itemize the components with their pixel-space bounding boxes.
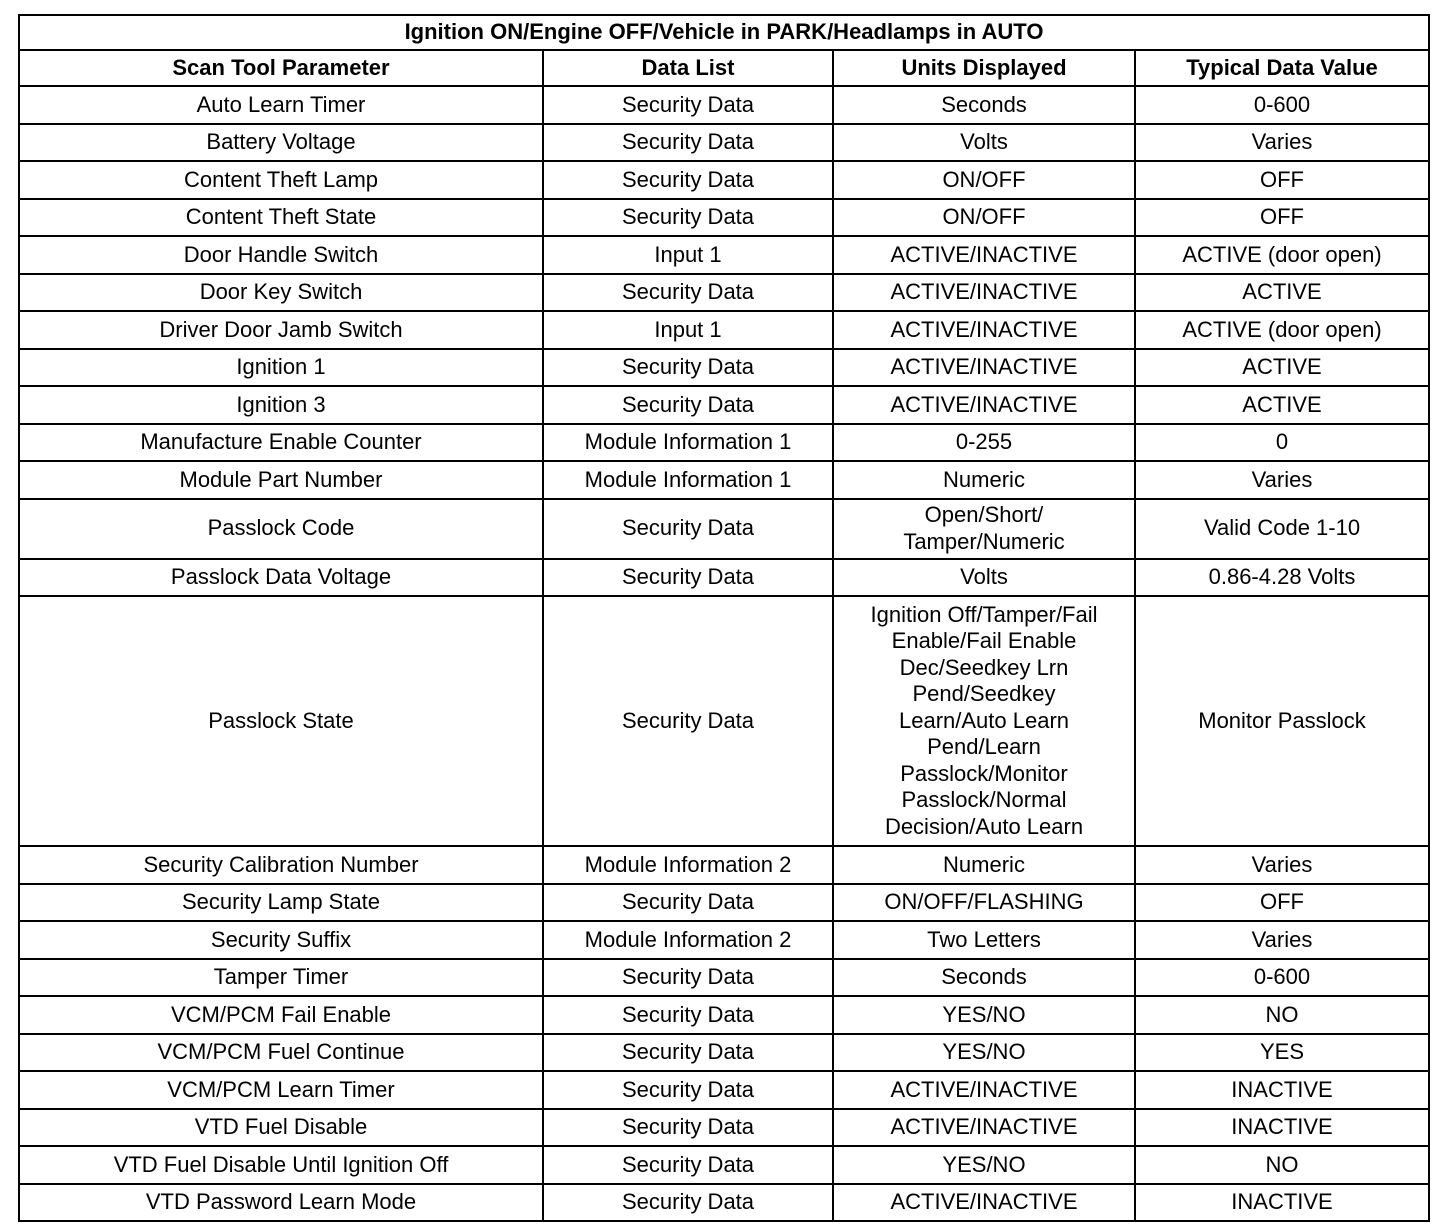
cell-typical-value: 0-600 — [1135, 959, 1429, 997]
cell-data-list: Module Information 1 — [543, 424, 833, 462]
cell-typical-value: Varies — [1135, 461, 1429, 499]
table-body — [19, 86, 1429, 1221]
cell-typical-value: OFF — [1135, 161, 1429, 199]
cell-typical-value: ACTIVE — [1135, 274, 1429, 312]
cell-units: ON/OFF/FLASHING — [833, 884, 1135, 922]
cell-parameter: VTD Fuel Disable Until Ignition Off — [19, 1146, 543, 1184]
table-row — [19, 349, 1429, 387]
table-row — [19, 161, 1429, 199]
cell-units: 0-255 — [833, 424, 1135, 462]
cell-data-list: Security Data — [543, 996, 833, 1034]
cell-units: YES/NO — [833, 1146, 1135, 1184]
cell-data-list: Input 1 — [543, 236, 833, 274]
cell-units: YES/NO — [833, 996, 1135, 1034]
table-row — [19, 559, 1429, 597]
cell-data-list: Module Information 1 — [543, 461, 833, 499]
cell-data-list: Security Data — [543, 349, 833, 387]
cell-parameter: VCM/PCM Learn Timer — [19, 1071, 543, 1109]
cell-parameter: Passlock Code — [19, 499, 543, 559]
cell-data-list: Security Data — [543, 1034, 833, 1072]
cell-units: Seconds — [833, 959, 1135, 997]
cell-typical-value: NO — [1135, 996, 1429, 1034]
cell-units: ON/OFF — [833, 199, 1135, 237]
cell-units: ACTIVE/INACTIVE — [833, 274, 1135, 312]
column-header-parameter: Scan Tool Parameter — [19, 50, 543, 86]
cell-data-list: Security Data — [543, 199, 833, 237]
cell-data-list: Security Data — [543, 1146, 833, 1184]
table-row — [19, 996, 1429, 1034]
cell-units: ACTIVE/INACTIVE — [833, 236, 1135, 274]
cell-parameter: Driver Door Jamb Switch — [19, 311, 543, 349]
cell-typical-value: ACTIVE (door open) — [1135, 236, 1429, 274]
cell-units: ACTIVE/INACTIVE — [833, 386, 1135, 424]
cell-data-list: Security Data — [543, 596, 833, 846]
cell-data-list: Security Data — [543, 1109, 833, 1147]
table-row — [19, 1146, 1429, 1184]
table-caption: Ignition ON/Engine OFF/Vehicle in PARK/Headlamps in AUTO — [19, 15, 1429, 50]
cell-parameter: Module Part Number — [19, 461, 543, 499]
table-row — [19, 596, 1429, 846]
cell-units: ACTIVE/INACTIVE — [833, 1109, 1135, 1147]
cell-typical-value: ACTIVE — [1135, 349, 1429, 387]
cell-typical-value: 0.86-4.28 Volts — [1135, 559, 1429, 597]
cell-typical-value: OFF — [1135, 199, 1429, 237]
cell-data-list: Security Data — [543, 884, 833, 922]
cell-parameter: Manufacture Enable Counter — [19, 424, 543, 462]
cell-typical-value: INACTIVE — [1135, 1071, 1429, 1109]
cell-parameter: Ignition 3 — [19, 386, 543, 424]
column-header-typical-value: Typical Data Value — [1135, 50, 1429, 86]
column-header-data-list: Data List — [543, 50, 833, 86]
cell-typical-value: 0 — [1135, 424, 1429, 462]
table-row — [19, 274, 1429, 312]
cell-units: ACTIVE/INACTIVE — [833, 1184, 1135, 1222]
cell-data-list: Module Information 2 — [543, 921, 833, 959]
table-header-row — [19, 50, 1429, 86]
table-row — [19, 424, 1429, 462]
cell-parameter: VCM/PCM Fail Enable — [19, 996, 543, 1034]
cell-parameter: Security Calibration Number — [19, 846, 543, 884]
table-row — [19, 124, 1429, 162]
table-row — [19, 1034, 1429, 1072]
table-row — [19, 1109, 1429, 1147]
table-row — [19, 884, 1429, 922]
cell-parameter: VCM/PCM Fuel Continue — [19, 1034, 543, 1072]
cell-units: Numeric — [833, 846, 1135, 884]
cell-units: Numeric — [833, 461, 1135, 499]
cell-units: YES/NO — [833, 1034, 1135, 1072]
cell-typical-value: Varies — [1135, 846, 1429, 884]
cell-typical-value: INACTIVE — [1135, 1184, 1429, 1222]
cell-units: Volts — [833, 559, 1135, 597]
cell-parameter: VTD Fuel Disable — [19, 1109, 543, 1147]
cell-units: Open/Short/ Tamper/Numeric — [833, 499, 1135, 559]
cell-parameter: Door Key Switch — [19, 274, 543, 312]
cell-units: Ignition Off/Tamper/Fail Enable/Fail Enable Dec/Seedkey Lrn Pend/Seedkey Learn/Auto Learn Pend/Learn Passlock/Monitor Passlock/Normal Decision/Auto Learn — [833, 596, 1135, 846]
cell-typical-value: ACTIVE (door open) — [1135, 311, 1429, 349]
cell-parameter: Content Theft State — [19, 199, 543, 237]
table-row — [19, 386, 1429, 424]
cell-parameter: Auto Learn Timer — [19, 86, 543, 124]
scan-tool-data-document — [18, 14, 1428, 1222]
cell-data-list: Security Data — [543, 386, 833, 424]
cell-units: Volts — [833, 124, 1135, 162]
table-row — [19, 236, 1429, 274]
cell-parameter: Passlock State — [19, 596, 543, 846]
table-row — [19, 846, 1429, 884]
table-row — [19, 311, 1429, 349]
cell-parameter: Security Suffix — [19, 921, 543, 959]
cell-typical-value: Monitor Passlock — [1135, 596, 1429, 846]
cell-typical-value: Varies — [1135, 921, 1429, 959]
cell-typical-value: OFF — [1135, 884, 1429, 922]
cell-typical-value: ACTIVE — [1135, 386, 1429, 424]
cell-units: Seconds — [833, 86, 1135, 124]
cell-parameter: Door Handle Switch — [19, 236, 543, 274]
cell-typical-value: Valid Code 1-10 — [1135, 499, 1429, 559]
cell-units: ACTIVE/INACTIVE — [833, 349, 1135, 387]
table-row — [19, 86, 1429, 124]
column-header-units: Units Displayed — [833, 50, 1135, 86]
cell-parameter: VTD Password Learn Mode — [19, 1184, 543, 1222]
table-row — [19, 461, 1429, 499]
table-row — [19, 959, 1429, 997]
cell-data-list: Security Data — [543, 161, 833, 199]
table-row — [19, 921, 1429, 959]
cell-parameter: Tamper Timer — [19, 959, 543, 997]
cell-data-list: Security Data — [543, 274, 833, 312]
cell-data-list: Security Data — [543, 124, 833, 162]
cell-units: ACTIVE/INACTIVE — [833, 1071, 1135, 1109]
cell-typical-value: 0-600 — [1135, 86, 1429, 124]
cell-typical-value: NO — [1135, 1146, 1429, 1184]
cell-parameter: Battery Voltage — [19, 124, 543, 162]
cell-parameter: Passlock Data Voltage — [19, 559, 543, 597]
cell-data-list: Security Data — [543, 959, 833, 997]
table-caption-row — [19, 15, 1429, 50]
cell-data-list: Security Data — [543, 499, 833, 559]
cell-typical-value: Varies — [1135, 124, 1429, 162]
table-row — [19, 199, 1429, 237]
cell-data-list: Security Data — [543, 1071, 833, 1109]
cell-units: Two Letters — [833, 921, 1135, 959]
cell-data-list: Input 1 — [543, 311, 833, 349]
cell-parameter: Content Theft Lamp — [19, 161, 543, 199]
cell-data-list: Security Data — [543, 86, 833, 124]
cell-typical-value: YES — [1135, 1034, 1429, 1072]
cell-parameter: Security Lamp State — [19, 884, 543, 922]
cell-units: ACTIVE/INACTIVE — [833, 311, 1135, 349]
cell-typical-value: INACTIVE — [1135, 1109, 1429, 1147]
cell-data-list: Security Data — [543, 559, 833, 597]
cell-data-list: Module Information 2 — [543, 846, 833, 884]
cell-parameter: Ignition 1 — [19, 349, 543, 387]
table-row — [19, 1184, 1429, 1222]
cell-data-list: Security Data — [543, 1184, 833, 1222]
cell-units: ON/OFF — [833, 161, 1135, 199]
table-row — [19, 1071, 1429, 1109]
scan-tool-data-table — [18, 14, 1430, 1222]
table-row — [19, 499, 1429, 559]
